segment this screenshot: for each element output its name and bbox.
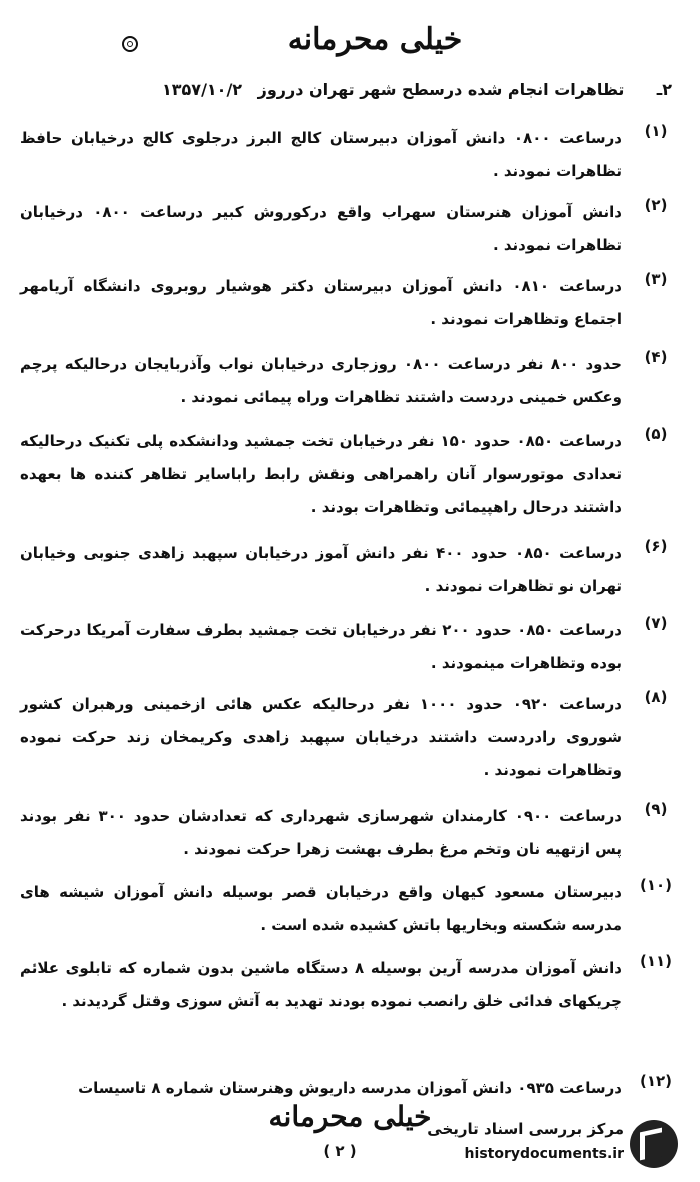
item-text: درساعت ۰۸۵۰ حدود ۱۵۰ نفر درخیابان تخت جمشید ودانشکده پلی تکنیک درحالیکه تعدادی موتورسوار آنان راهمراهی ونقش رابط راباسایر تظاهر کننده ها بعهده داشتند درحال راهپیمائی وتظاهرات بودند .	[20, 432, 622, 516]
item-text: درساعت ۰۸۵۰ حدود ۲۰۰ نفر درخیابان تخت جمشید بطرف سفارت آمریکا درحرکت بوده وتظاهرات مینمودند .	[20, 621, 622, 672]
list-item	[20, 270, 680, 336]
list-item	[20, 688, 680, 787]
list-item	[20, 800, 680, 866]
item-text: دبیرستان مسعود کیهان واقع درخیابان قصر بوسیله دانش آموزان شیشه های مدرسه شکسته وبخاریها باتش کشیده شده است .	[20, 883, 622, 934]
item-index: (۱۲)	[639, 1072, 673, 1090]
list-item	[20, 537, 680, 603]
classification-stamp-top: خیلی محرمانه	[287, 22, 463, 57]
item-text: درساعت ۰۹۳۵ دانش آموزان مدرسه داریوش وهنرستان شماره ۸ تاسیسات	[78, 1079, 622, 1097]
list-item	[20, 425, 680, 524]
circle-mark-icon	[122, 36, 138, 52]
item-index: (۷)	[644, 614, 668, 632]
heading-number: ۲ـ	[656, 80, 672, 99]
archive-logo-icon	[630, 1120, 678, 1168]
item-index: (۶)	[644, 537, 668, 555]
document-heading	[72, 80, 672, 100]
item-text: درساعت ۰۹۰۰ کارمندان شهرسازی شهرداری که تعدادشان حدود ۳۰۰ نفر بودند پس ازتهیه نان وتخم مرغ بطرف بهشت زهرا حرکت نمودند .	[20, 807, 622, 858]
heading-date: ۱۳۵۷/۱۰/۲	[162, 80, 243, 99]
item-text: درساعت ۰۸۰۰ دانش آموزان دبیرستان کالج البرز درجلوی کالج درخیابان حافظ تظاهرات نمودند .	[20, 129, 622, 180]
classification-stamp-bottom: خیلی محرمانه	[268, 1100, 432, 1133]
item-index: (۱۰)	[639, 876, 673, 894]
item-text: دانش آموزان هنرستان سهراب واقع درکوروش کبیر درساعت ۰۸۰۰ درخیابان تظاهرات نمودند .	[20, 203, 622, 254]
item-index: (۵)	[644, 425, 668, 443]
watermark-title: مرکز بررسی اسناد تاریخی	[427, 1120, 624, 1138]
item-index: (۲)	[644, 196, 668, 214]
item-text: حدود ۸۰۰ نفر درساعت ۰۸۰۰ روزجاری درخیابان نواب وآذربایجان درحالیکه پرچم وعکس خمینی دردست داشتند تظاهرات وراه پیمائی نمودند .	[20, 355, 622, 406]
item-index: (۱۱)	[639, 952, 673, 970]
item-index: (۳)	[644, 270, 668, 288]
watermark-url[interactable]: historydocuments.ir	[464, 1146, 624, 1162]
list-item	[20, 122, 680, 188]
item-text: درساعت ۰۸۱۰ دانش آموزان دبیرستان دکتر هوشیار روبروی دانشگاه آریامهر اجتماع وتظاهرات نمودند .	[20, 277, 622, 328]
heading-text: تظاهرات انجام شده درسطح شهر تهران درروز	[257, 80, 625, 99]
page-number: ( ۲ )	[323, 1142, 357, 1160]
item-index: (۱)	[644, 122, 668, 140]
item-text: درساعت ۰۸۵۰ حدود ۴۰۰ نفر دانش آموز درخیابان سپهبد زاهدی جنوبی وخیابان تهران نو تظاهرات نمودند .	[20, 544, 622, 595]
list-item	[20, 614, 680, 680]
list-item	[20, 348, 680, 414]
list-item	[20, 952, 680, 1018]
item-text: دانش آموزان مدرسه آرین بوسیله ۸ دستگاه ماشین بدون شماره که تابلوی علائم چریکهای فدائی خلق رانصب نموده بودند تهدید به آتش سوزی وقتل گردیدند .	[20, 959, 622, 1010]
item-index: (۴)	[644, 348, 668, 366]
list-item	[20, 876, 680, 942]
item-text: درساعت ۰۹۲۰ حدود ۱۰۰۰ نفر درحالیکه عکس هائی ازخمینی ورهبران کشور شوروی رادردست داشتند درخیابان سپهبد زاهدی وکریمخان زند حرکت نموده وتظاهرات نمودند .	[20, 695, 622, 779]
list-item	[20, 196, 680, 262]
item-index: (۸)	[644, 688, 668, 706]
item-index: (۹)	[644, 800, 668, 818]
archive-watermark	[427, 1118, 678, 1174]
